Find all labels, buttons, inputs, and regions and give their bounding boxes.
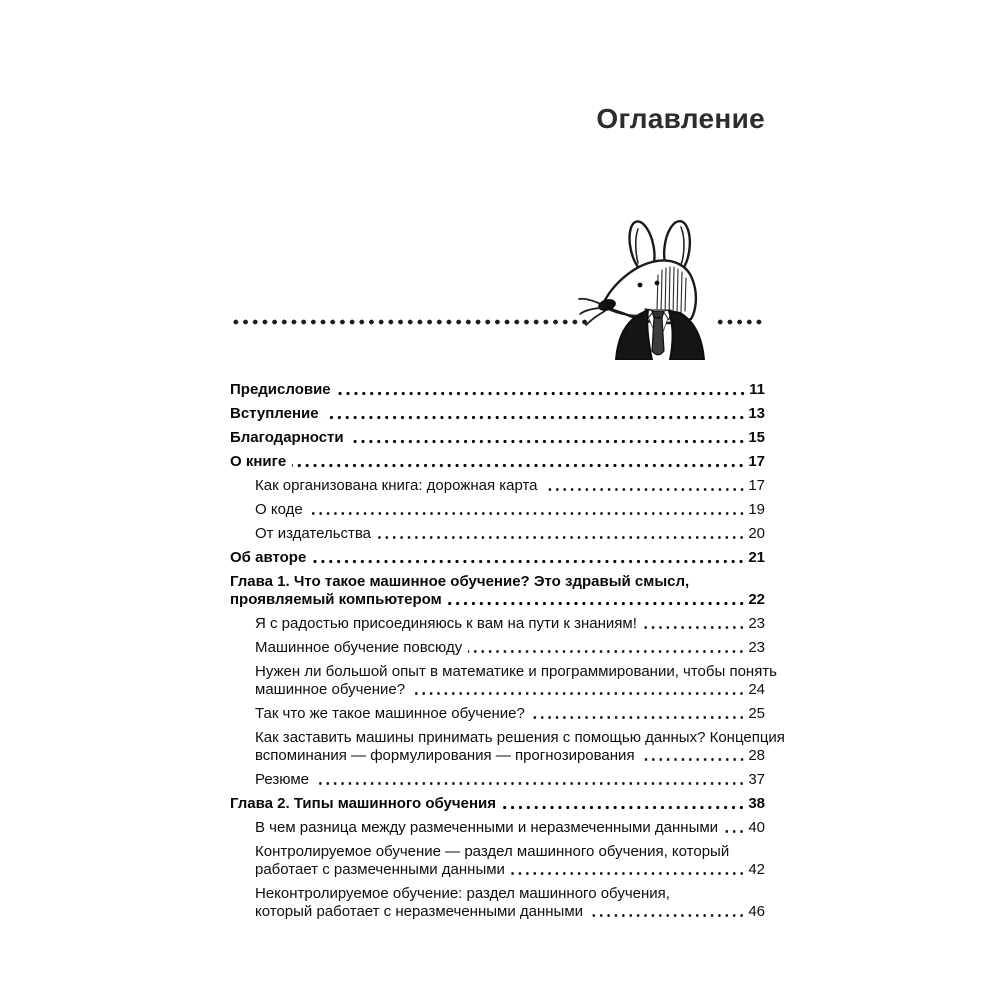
dot-leader: [292, 463, 745, 468]
toc-entry-text: Неконтролируемое обучение: раздел машинного обучения,: [255, 885, 670, 902]
toc-entry-text: работает с размеченными данными: [255, 861, 505, 878]
toc-entry-text: Так что же такое машинное обучение?: [255, 705, 525, 722]
dot-leader: [641, 757, 746, 762]
toc-entry: [230, 453, 765, 471]
dot-leader: [511, 871, 745, 876]
dot-leader: [325, 415, 746, 420]
toc-entry: [230, 663, 777, 699]
toc-page-number: 17: [748, 453, 765, 470]
toc-entry-text: Благодарности: [230, 429, 344, 446]
toc-entry: [230, 795, 765, 813]
toc-entry: [230, 429, 765, 447]
toc-entry-text: Машинное обучение повсюду: [255, 639, 463, 656]
toc-entry-text: О коде: [255, 501, 303, 518]
mouse-eye: [655, 281, 660, 286]
dot-leader: [377, 535, 745, 540]
dot-leader: [309, 511, 746, 516]
toc-page-number: 37: [748, 771, 765, 788]
dot-leader: [411, 691, 745, 696]
toc-entry-text: Глава 1. Что такое машинное обучение? Это здравый смысл,: [230, 573, 690, 590]
toc-page-number: 19: [748, 501, 765, 518]
page-title: Оглавление: [596, 103, 765, 134]
toc-entry-text: Нужен ли большой опыт в математике и программировании, чтобы понять: [255, 663, 777, 680]
toc-page-number: 22: [748, 591, 765, 608]
toc-entry-text: машинное обучение?: [255, 681, 406, 698]
toc-entry: [230, 525, 765, 543]
mouse-eye: [638, 283, 643, 288]
mouse-illustration: [578, 212, 714, 360]
toc-entry-text: О книге: [230, 453, 287, 470]
toc-page-number: 38: [748, 795, 765, 812]
toc-entry-text: Контролируемое обучение — раздел машинного обучения, который: [255, 843, 730, 860]
toc-entry: [230, 843, 765, 879]
toc-page-number: 46: [748, 903, 765, 920]
toc-entry: [230, 501, 765, 519]
toc-entry: [230, 573, 765, 609]
dot-leader: [589, 913, 745, 918]
toc-entry-text: Как заставить машины принимать решения с помощью данных? Концепция: [255, 729, 785, 746]
toc-entry-text: который работает с неразмеченными данными: [255, 903, 584, 920]
toc-entry-text: проявляемый компьютером: [230, 591, 442, 608]
toc-entry: [230, 819, 765, 837]
toc-page-number: 11: [749, 381, 765, 398]
toc-entry: [230, 615, 765, 633]
toc-entry: [230, 405, 765, 423]
toc-entry: [230, 729, 785, 765]
toc-entry: [230, 639, 765, 657]
toc-page-number: 13: [748, 405, 765, 422]
dot-leader: [531, 715, 745, 720]
tie-knot: [652, 311, 664, 318]
toc-page-number: 23: [748, 615, 765, 632]
toc-entry-text: Вступление: [230, 405, 319, 422]
toc-entry-text: От издательства: [255, 525, 372, 542]
toc-entry-text: В чем разница между размеченными и неразмеченными данными: [255, 819, 719, 836]
toc-page-number: 23: [748, 639, 765, 656]
toc-page-number: 17: [748, 477, 765, 494]
dot-leader: [468, 649, 745, 654]
dot-leader: [502, 805, 745, 810]
toc-entry-text: Как организована книга: дорожная карта: [255, 477, 538, 494]
dot-leader: [337, 391, 746, 396]
toc-entry-text: Предисловие: [230, 381, 331, 398]
toc-entry: [230, 771, 765, 789]
toc-page-number: 24: [748, 681, 765, 698]
toc-page-number: 21: [748, 549, 765, 566]
toc-entry-text: вспоминания — формулирования — прогнозирования: [255, 747, 635, 764]
toc-entry-text: Резюме: [255, 771, 309, 788]
toc-page-number: 15: [748, 429, 765, 446]
toc-list: [230, 381, 785, 927]
toc-entry: [230, 885, 765, 921]
dot-leader: [643, 625, 745, 630]
toc-page-number: 42: [748, 861, 765, 878]
dot-leader: [724, 829, 745, 834]
toc-entry-text: Об авторе: [230, 549, 307, 566]
toc-entry: [230, 549, 765, 567]
toc-page-number: 25: [748, 705, 765, 722]
dot-leader: [315, 781, 745, 786]
toc-page-number: 28: [748, 747, 765, 764]
dot-leader: [312, 559, 745, 564]
toc-page-number: 40: [748, 819, 765, 836]
toc-entry: [230, 381, 765, 399]
toc-entry: [230, 705, 765, 723]
toc-entry-text: Глава 2. Типы машинного обучения: [230, 795, 496, 812]
dot-leader: [544, 487, 746, 492]
toc-page-number: 20: [748, 525, 765, 542]
dot-leader: [350, 439, 746, 444]
dot-leader: [448, 601, 746, 606]
toc-entry: [230, 477, 765, 495]
tie: [652, 318, 664, 355]
toc-entry-text: Я с радостью присоединяюсь к вам на пути к знаниям!: [255, 615, 637, 632]
